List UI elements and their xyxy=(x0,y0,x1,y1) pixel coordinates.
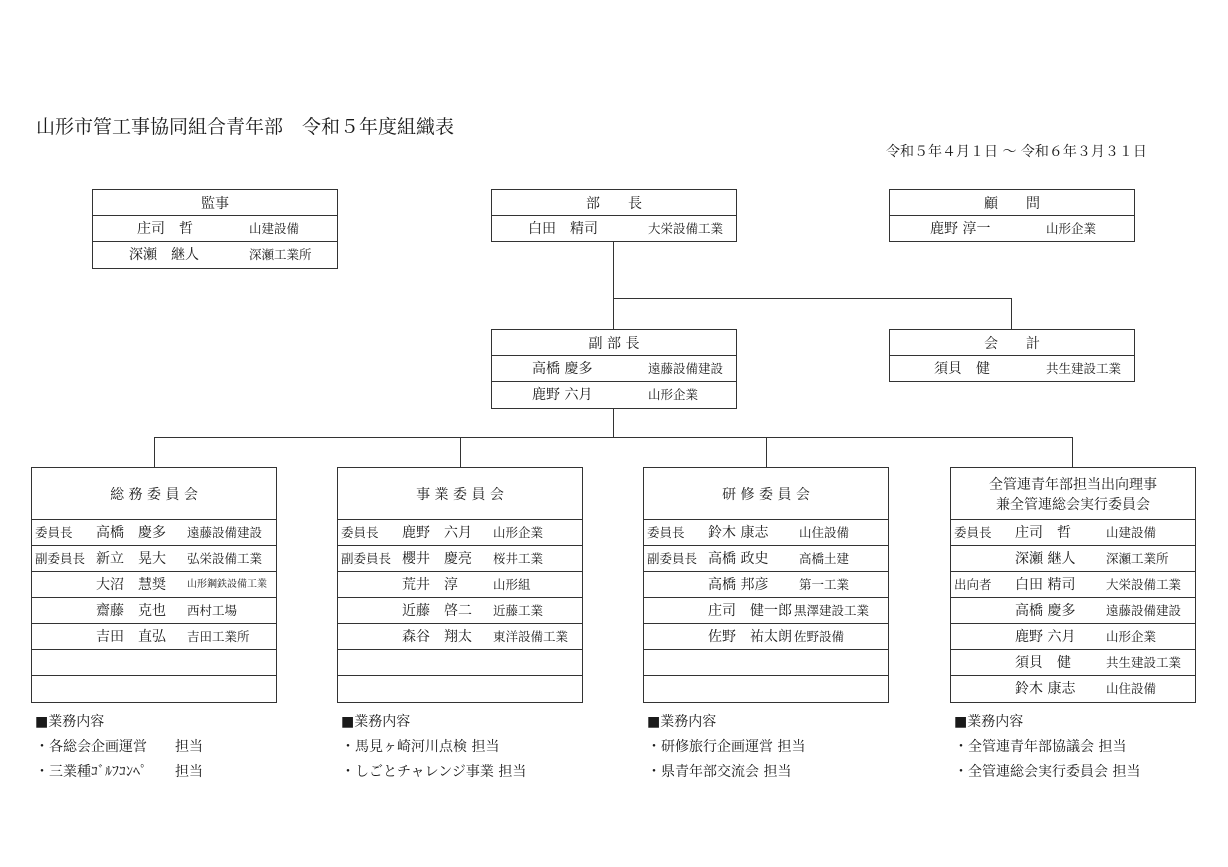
member-role: 委員長 xyxy=(35,525,73,540)
fiscal-period: 令和５年４月１日 ～ 令和６年３月３１日 xyxy=(886,144,1147,160)
vice-director-heading: 副 部 長 xyxy=(492,330,736,356)
advisor-heading: 顧 問 xyxy=(890,190,1134,216)
member-name: 鈴木 康志 xyxy=(1015,681,1076,697)
committee-heading xyxy=(644,468,888,520)
committee-row xyxy=(951,520,1195,546)
member-company: 山形組 xyxy=(493,577,531,592)
committee-row xyxy=(32,520,276,546)
committee-heading xyxy=(951,468,1195,520)
member-company: 深瀬工業所 xyxy=(1106,551,1169,566)
committee-row xyxy=(338,520,582,546)
member-company: 共生建設工業 xyxy=(1106,655,1182,670)
member-role: 副委員長 xyxy=(35,551,86,566)
member-company: 山建設備 xyxy=(1106,525,1157,540)
duty-item: ・しごとチャレンジ事業 担当 xyxy=(341,764,527,780)
committee-heading xyxy=(338,468,582,520)
committee-heading-line: 事 業 委 員 会 xyxy=(416,486,504,503)
member-name: 高橋 政史 xyxy=(708,551,769,567)
committee-row xyxy=(951,676,1195,702)
member-role: 出向者 xyxy=(954,577,992,592)
member-name: 須貝 健 xyxy=(934,361,990,377)
auditor-row xyxy=(93,216,337,242)
vice-director-box xyxy=(491,329,737,409)
committee-row xyxy=(644,572,888,598)
committee-row xyxy=(644,546,888,572)
duty-item: ・全管連青年部協議会 担当 xyxy=(954,739,1127,755)
vice-director-row xyxy=(492,356,736,382)
committee-row xyxy=(644,676,888,702)
member-name: 鹿野 淳一 xyxy=(930,221,991,237)
training-committee-box xyxy=(643,467,889,703)
member-company: 近藤工業 xyxy=(493,603,544,618)
general-affairs-duties xyxy=(35,710,203,785)
member-company: 深瀬工業所 xyxy=(249,247,312,262)
document-title: 山形市管工事協同組合青年部 令和５年度組織表 xyxy=(36,116,455,138)
connector-committee-1 xyxy=(154,437,155,467)
committee-row xyxy=(951,650,1195,676)
member-company: 弘栄設備工業 xyxy=(187,551,263,566)
committee-heading-line: 全管連青年部担当出向理事 xyxy=(989,476,1157,493)
committee-row xyxy=(951,546,1195,572)
business-duties xyxy=(341,710,526,785)
committee-row xyxy=(338,546,582,572)
auditor-box xyxy=(92,189,338,269)
member-company: 桜井工業 xyxy=(493,551,544,566)
director-row xyxy=(492,216,736,242)
committee-row xyxy=(32,650,276,676)
member-name: 鹿野 六月 xyxy=(402,525,472,541)
accountant-row xyxy=(890,356,1134,382)
member-name: 深瀬 継人 xyxy=(129,247,199,263)
member-company: 山住設備 xyxy=(1106,681,1157,696)
advisor-box xyxy=(889,189,1135,242)
committee-heading-line: 兼全管連総会実行委員会 xyxy=(996,496,1150,513)
member-name: 高橋 慶多 xyxy=(1015,603,1076,619)
duties-title: ■業務内容 xyxy=(341,714,411,730)
member-company: 西村工場 xyxy=(187,603,238,618)
committee-row xyxy=(32,546,276,572)
member-company: 山住設備 xyxy=(799,525,850,540)
connector-director-down xyxy=(613,242,614,330)
committee-heading-line: 研 修 委 員 会 xyxy=(722,486,810,503)
member-name: 鹿野 六月 xyxy=(1015,629,1076,645)
committee-row xyxy=(644,624,888,650)
member-role: 委員長 xyxy=(647,525,685,540)
member-company: 遠藤設備建設 xyxy=(1106,603,1182,618)
duties-title: ■業務内容 xyxy=(35,714,105,730)
member-role: 副委員長 xyxy=(647,551,698,566)
member-name: 齋藤 克也 xyxy=(96,603,166,619)
member-name: 佐野 祐太朗 xyxy=(708,629,792,645)
general-affairs-committee-box xyxy=(31,467,277,703)
duty-item: ・馬見ヶ崎河川点検 担当 xyxy=(341,739,500,755)
member-name: 櫻井 慶亮 xyxy=(402,551,472,567)
member-company: 山形企業 xyxy=(648,387,699,402)
member-company: 山形鋼鉄設備工業 xyxy=(187,579,267,590)
member-name: 庄司 哲 xyxy=(137,221,193,237)
member-name: 高橋 慶多 xyxy=(532,361,593,377)
member-name: 庄司 健一郎 xyxy=(708,603,792,619)
connector-committee-3 xyxy=(766,437,767,467)
committee-row xyxy=(32,598,276,624)
member-company: 大栄設備工業 xyxy=(648,221,724,236)
accountant-heading: 会 計 xyxy=(890,330,1134,356)
member-company: 遠藤設備建設 xyxy=(648,361,724,376)
committee-row xyxy=(951,624,1195,650)
member-company: 第一工業 xyxy=(799,577,850,592)
committee-row xyxy=(644,520,888,546)
director-box xyxy=(491,189,737,242)
member-company: 東洋設備工業 xyxy=(493,629,569,644)
duty-item: ・各総会企画運営 担当 xyxy=(35,739,203,755)
member-company: 山建設備 xyxy=(249,221,300,236)
member-name: 高橋 邦彦 xyxy=(708,577,769,593)
member-company: 吉田工業所 xyxy=(187,629,250,644)
committee-row xyxy=(951,572,1195,598)
member-name: 新立 晃大 xyxy=(96,551,166,567)
committee-row xyxy=(338,572,582,598)
duty-item: ・県青年部交流会 担当 xyxy=(647,764,792,780)
member-company: 黒澤建設工業 xyxy=(794,603,870,618)
duties-title: ■業務内容 xyxy=(954,714,1024,730)
member-name: 深瀬 継人 xyxy=(1015,551,1076,567)
committee-row xyxy=(644,650,888,676)
member-company: 高橋土建 xyxy=(799,551,850,566)
duty-item: ・三業種ｺﾞﾙﾌｺﾝﾍﾟ 担当 xyxy=(35,764,203,780)
member-name: 庄司 哲 xyxy=(1015,525,1071,541)
auditor-row xyxy=(93,242,337,268)
member-company: 遠藤設備建設 xyxy=(187,525,263,540)
committee-heading-line: 総 務 委 員 会 xyxy=(110,486,198,503)
committee-row xyxy=(644,598,888,624)
member-role: 副委員長 xyxy=(341,551,392,566)
committee-row xyxy=(338,676,582,702)
committee-heading xyxy=(32,468,276,520)
member-name: 大沼 慧奨 xyxy=(96,577,166,593)
member-name: 荒井 淳 xyxy=(402,577,458,593)
member-name: 須貝 健 xyxy=(1015,655,1071,671)
member-name: 白田 精司 xyxy=(528,221,598,237)
member-company: 共生建設工業 xyxy=(1046,361,1122,376)
member-company: 佐野設備 xyxy=(794,629,845,644)
business-committee-box xyxy=(337,467,583,703)
committee-row xyxy=(32,572,276,598)
committee-row xyxy=(338,598,582,624)
member-company: 山形企業 xyxy=(493,525,544,540)
member-name: 高橋 慶多 xyxy=(96,525,166,541)
zenkanren-duties xyxy=(954,710,1140,785)
member-name: 吉田 直弘 xyxy=(96,629,166,645)
connector-vice-down xyxy=(613,409,614,438)
duties-title: ■業務内容 xyxy=(647,714,717,730)
auditor-heading: 監事 xyxy=(93,190,337,216)
connector-committee-4 xyxy=(1072,437,1073,467)
connector-to-accountant-h xyxy=(613,298,1012,299)
committee-row xyxy=(32,624,276,650)
director-heading: 部 長 xyxy=(492,190,736,216)
vice-director-row xyxy=(492,382,736,408)
member-name: 白田 精司 xyxy=(1015,577,1076,593)
connector-committee-2 xyxy=(460,437,461,467)
member-name: 森谷 翔太 xyxy=(402,629,472,645)
committee-row xyxy=(338,650,582,676)
member-name: 鈴木 康志 xyxy=(708,525,769,541)
zenkanren-committee-box xyxy=(950,467,1196,703)
committee-row xyxy=(338,624,582,650)
advisor-row xyxy=(890,216,1134,242)
duty-item: ・研修旅行企画運営 担当 xyxy=(647,739,806,755)
committee-row xyxy=(951,598,1195,624)
member-company: 山形企業 xyxy=(1046,221,1097,236)
duty-item: ・全管連総会実行委員会 担当 xyxy=(954,764,1141,780)
member-company: 大栄設備工業 xyxy=(1106,577,1182,592)
member-name: 近藤 啓二 xyxy=(402,603,472,619)
accountant-box xyxy=(889,329,1135,382)
member-name: 鹿野 六月 xyxy=(532,387,593,403)
member-role: 委員長 xyxy=(341,525,379,540)
connector-committees-h xyxy=(154,437,1073,438)
connector-to-accountant-v xyxy=(1011,298,1012,330)
training-duties xyxy=(647,710,805,785)
committee-row xyxy=(32,676,276,702)
member-company: 山形企業 xyxy=(1106,629,1157,644)
member-role: 委員長 xyxy=(954,525,992,540)
